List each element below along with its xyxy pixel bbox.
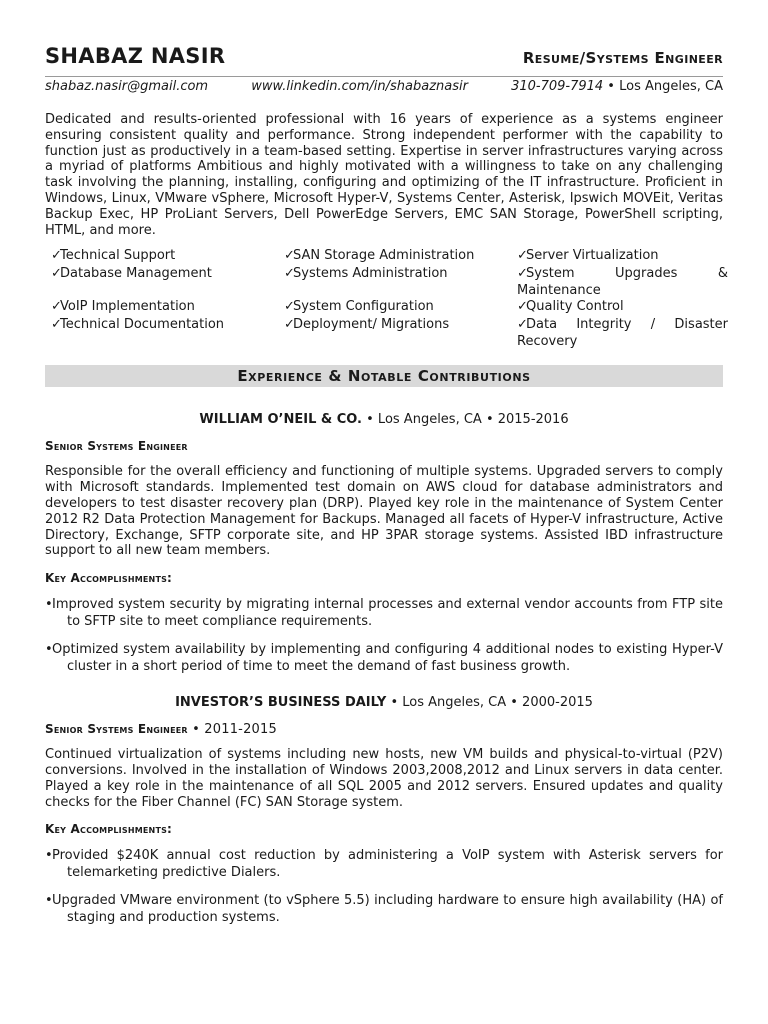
bullet-icon: • xyxy=(45,893,53,909)
bullet-icon: • xyxy=(45,597,53,613)
company-line xyxy=(45,412,723,427)
accomplishment-item: •Provided $240K annual cost reduction by administering a VoIP system with Asterisk servers for telemarketing predictive Dialers. xyxy=(45,848,723,880)
check-icon: ✓ xyxy=(51,248,62,264)
skill-item: ✓ Technical Support xyxy=(51,248,176,264)
job-title: Senior Systems Engineer • 2011-2015 xyxy=(45,722,277,738)
check-icon: ✓ xyxy=(517,299,528,315)
check-icon: ✓ xyxy=(51,299,62,315)
company-name: WILLIAM O’NEIL & CO. xyxy=(199,412,362,428)
skill-item: ✓ System Configuration xyxy=(284,299,434,315)
check-icon: ✓ xyxy=(51,265,62,281)
skill-item: ✓ VoIP Implementation xyxy=(51,299,195,315)
bullet-icon: • xyxy=(45,848,53,864)
company-name: INVESTOR’S BUSINESS DAILY xyxy=(175,695,387,711)
accomplishment-item: •Optimized system availability by implementing and configuring 4 additional nodes to existing Hyper-V cluster in a short period of time to meet the demand of fast business growth. xyxy=(45,642,723,674)
skill-item: ✓ Server Virtualization xyxy=(517,248,659,264)
skill-item: ✓ Quality Control xyxy=(517,299,624,315)
section-heading-experience: Experience & Notable Contributions xyxy=(45,365,723,387)
job-description: Continued virtualization of systems including new hosts, new VM builds and physical-to-virtual (P2V) conversions. Involved in the installation of Windows 2003,2008,2012 and Linux servers in data center. Played a key role in the maintenance of all SQL 2005 and 2012 servers. Ensured updates and quality checks for the Fiber Channel (FC) SAN Storage system. xyxy=(45,747,723,810)
bullet-icon: • xyxy=(45,642,53,658)
job-title: Senior Systems Engineer xyxy=(45,439,188,454)
linkedin-link[interactable]: www.linkedin.com/in/shabaznasir xyxy=(251,79,468,94)
resume-header xyxy=(45,44,723,77)
phone-number: 310-709-7914 xyxy=(511,79,604,94)
check-icon: ✓ xyxy=(284,265,295,281)
check-icon: ✓ xyxy=(517,248,528,264)
phone-location: 310-709-7914 • Los Angeles, CA xyxy=(511,79,723,94)
check-icon: ✓ xyxy=(517,316,528,332)
check-icon: ✓ xyxy=(284,316,295,332)
skill-item: ✓ SAN Storage Administration xyxy=(284,248,475,264)
contact-line xyxy=(45,79,723,97)
skill-item: ✓ Technical Documentation xyxy=(51,317,276,349)
company-line xyxy=(45,695,723,710)
check-icon: ✓ xyxy=(51,316,62,332)
accomplishments-heading: Key Accomplishments: xyxy=(45,822,173,837)
skill-item: ✓ Systems Administration xyxy=(284,266,509,298)
job-entry xyxy=(45,412,723,675)
job-description: Responsible for the overall efficiency and functioning of multiple systems. Upgraded servers to comply with Microsoft standards. Implemented test domain on AWS cloud for database administrators and developers to test disaster recovery plan (DRP). Played key role in the maintenance of System Center 2012 R2 Data Protection Management for Backups. Managed all facets of Hyper-V infrastructure, Active Directory, Exchange, SFTP corporate site, and HP 3PAR storage systems. Assisted IBD infrastructure support to all new team members. xyxy=(45,464,723,559)
skill-item: ✓ Deployment/ Migrations xyxy=(284,317,509,349)
accomplishment-item: •Improved system security by migrating internal processes and external vendor accounts from FTP site to SFTP site to meet compliance requirements. xyxy=(45,597,723,629)
accomplishment-item: •Upgraded VMware environment (to vSphere 5.5) including hardware to ensure high availability (HA) of staging and production systems. xyxy=(45,893,723,925)
candidate-name: SHABAZ NASIR xyxy=(45,44,226,68)
resume-role: Resume/Systems Engineer xyxy=(522,49,723,67)
skills-grid xyxy=(45,248,728,350)
professional-summary: Dedicated and results-oriented professional with 16 years of experience as a systems engineer ensuring consistent quality and performance. Strong independent performer with the capability to function just as productively in a team-based setting. Expertise in server infrastructures varying across a myriad of platforms Ambitious and highly motivated with a willingness to take on any challenging task involving the planning, installing, configuring and optimizing of the IT infrastructure. Proficient in Windows, Linux, VMware vSphere, Microsoft Hyper-V, Systems Center, Asterisk, Ipswich MOVEit, Veritas Backup Exec, HP ProLiant Servers, Dell PowerEdge Servers, EMC SAN Storage, PowerShell scripting, HTML, and more. xyxy=(45,112,723,238)
resume-page xyxy=(45,44,728,926)
skill-item: ✓ Database Management xyxy=(51,266,276,298)
check-icon: ✓ xyxy=(284,248,295,264)
email-link[interactable]: shabaz.nasir@gmail.com xyxy=(45,79,209,94)
company-meta: • Los Angeles, CA • 2015-2016 xyxy=(362,412,569,428)
job-entry xyxy=(45,695,723,926)
location: Los Angeles, CA xyxy=(619,79,723,94)
company-meta: • Los Angeles, CA • 2000-2015 xyxy=(386,695,593,711)
check-icon: ✓ xyxy=(284,299,295,315)
check-icon: ✓ xyxy=(517,265,528,281)
skill-item: ✓ Data Integrity / Disaster Recovery xyxy=(517,316,728,350)
accomplishments-heading: Key Accomplishments: xyxy=(45,571,173,586)
skill-item: ✓ System Upgrades & Maintenance xyxy=(517,265,728,299)
